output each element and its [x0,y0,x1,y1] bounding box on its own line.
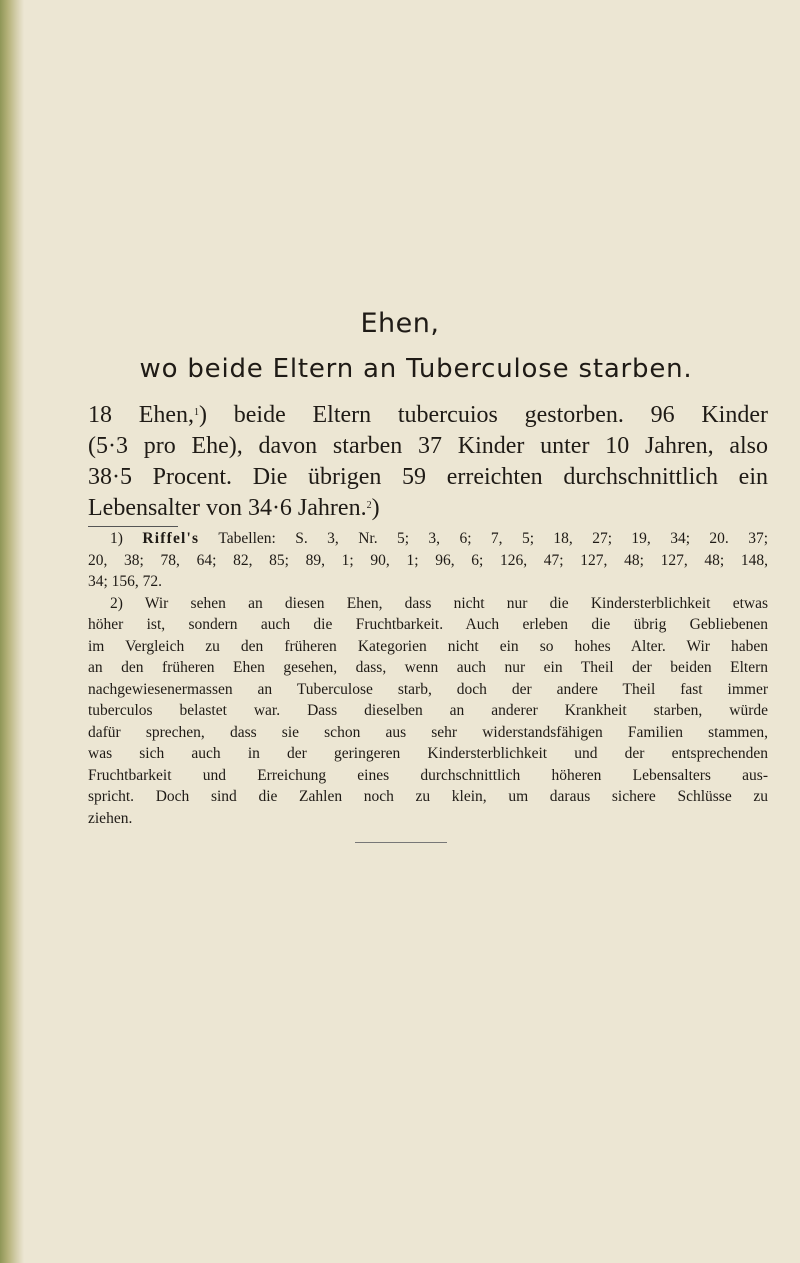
page-title: Ehen, [360,308,440,339]
footnote-separator [88,526,178,527]
footnote-2-line-7: dafür sprechen, dass sie schon aus sehr widerstandsfähigen Familien stammen, [88,723,768,741]
footnote-2-line-3: im Vergleich zu den früheren Kategorien nicht ein so hohes Alter. Wir haben [88,637,768,655]
end-rule [355,842,447,843]
footnote-2-line-1: 2) Wir sehen an diesen Ehen, dass nicht nur die Kindersterblichkeit etwas [110,594,768,612]
footnote-2-line-2: höher ist, sondern auch die Fruchtbarkeit. Auch erleben die übrig Gebliebenen [88,616,768,633]
main-paragraph [88,400,768,524]
footnote-ref-2: 2 [366,500,372,511]
body-line-3: 38·5 Procent. Die übrigen 59 erreichten durchschnittlich ein [88,464,768,490]
footnote-1-line-2: 20, 38; 78, 64; 82, 85; 89, 1; 90, 1; 96, 6; 126, 47; 127, 48; 127, 48; 148, [88,551,768,569]
page-subtitle: wo beide Eltern an Tuberculose starben. [139,354,693,384]
footnote-ref-1: 1 [194,407,200,418]
body-line-2: (5·3 pro Ehe), davon starben 37 Kinder unter 10 Jahren, also [88,433,768,459]
body-line-1: 18 Ehen,$^1$) beide Eltern tubercuios gestorben. 96 Kinder [88,402,768,428]
page-binding-edge [0,0,24,1263]
footnote-2-line-9: Fruchtbarkeit und Erreichung eines durchschnittlich höheren Lebensalters aus- [88,766,768,784]
footnote-2-line-4: an den früheren Ehen gesehen, dass, wenn auch nur ein Theil der beiden Eltern [88,659,768,676]
footnote-2-line-5: nachgewiesenermassen an Tuberculose starb, doch der andere Theil fast immer [88,680,768,698]
footnote-2-line-6: tuberculos belastet war. Dass dieselben an anderer Krankheit starben, würde [88,702,768,719]
footnote-2-line-11: ziehen. [88,809,133,827]
footnotes [88,528,768,829]
footnote-2-line-8: was sich auch in der geringeren Kindersterblichkeit und der entsprechenden [88,745,768,762]
footnote-1-line-1: 1) Riffel's Tabellen: S. 3, Nr. 5; 3, 6; 7, 5; 18, 27; 19, 34; 20. 37; [110,530,768,547]
footnote-1-line-3: 34; 156, 72. [88,573,163,590]
footnote-2-line-10: spricht. Doch sind die Zahlen noch zu klein, um daraus sichere Schlüsse zu [88,788,768,805]
body-line-4: Lebensalter von 34·6 Jahren.$^2$) [88,495,380,521]
